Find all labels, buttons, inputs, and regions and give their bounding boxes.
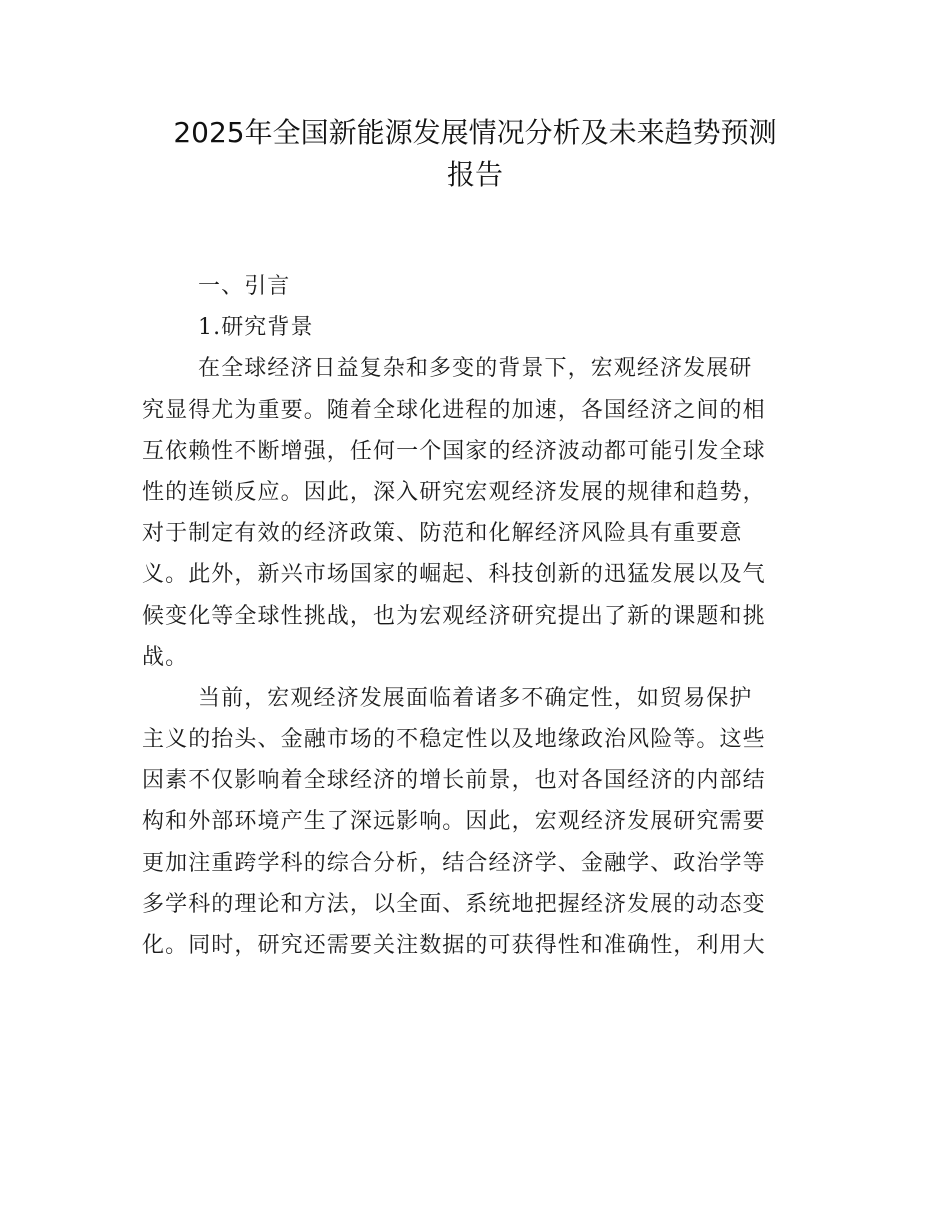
paragraph-1: [142, 348, 810, 678]
paragraph-line: 性的连锁反应。因此，深入研究宏观经济发展的规律和趋势，: [142, 479, 766, 505]
paragraph-line: 在全球经济日益复杂和多变的背景下，宏观经济发展研: [198, 356, 753, 382]
paragraph-line: 当前，宏观经济发展面临着诸多不确定性，如贸易保护: [198, 685, 753, 711]
paragraph-line: 候变化等全球性挑战，也为宏观经济研究提出了新的课题和挑: [142, 603, 766, 629]
title-line-1: 2025年全国新能源发展情况分析及未来趋势预测: [173, 116, 777, 149]
paragraph-line: 构和外部环境产生了深远影响。因此，宏观经济发展研究需要: [142, 809, 766, 835]
paragraph-line: 因素不仅影响着全球经济的增长前景，也对各国经济的内部结: [142, 768, 766, 794]
paragraph-2: [142, 678, 810, 966]
paragraph-line: 更加注重跨学科的综合分析，结合经济学、金融学、政治学等: [142, 850, 766, 876]
paragraph-line: 化。同时，研究还需要关注数据的可获得性和准确性，利用大: [142, 933, 766, 958]
paragraph-line: 究显得尤为重要。随着全球化进程的加速，各国经济之间的相: [142, 397, 766, 423]
subsection-heading: 1.研究背景: [198, 315, 314, 341]
paragraph-line: 主义的抬头、金融市场的不稳定性以及地缘政治风险等。这些: [142, 727, 766, 753]
paragraph-line: 战。: [142, 644, 189, 670]
section-heading: 一、引言: [198, 274, 291, 299]
paragraph-line: 对于制定有效的经济政策、防范和化解经济风险具有重要意: [142, 521, 743, 547]
title-line-2: 报告: [446, 158, 503, 191]
document-body: [142, 266, 810, 966]
document-title: [140, 112, 810, 196]
paragraph-line: 互依赖性不断增强，任何一个国家的经济波动都可能引发全球: [142, 438, 766, 464]
paragraph-line: 多学科的理论和方法，以全面、系统地把握经济发展的动态变: [142, 891, 766, 917]
paragraph-line: 义。此外，新兴市场国家的崛起、科技创新的迅猛发展以及气: [142, 562, 766, 588]
